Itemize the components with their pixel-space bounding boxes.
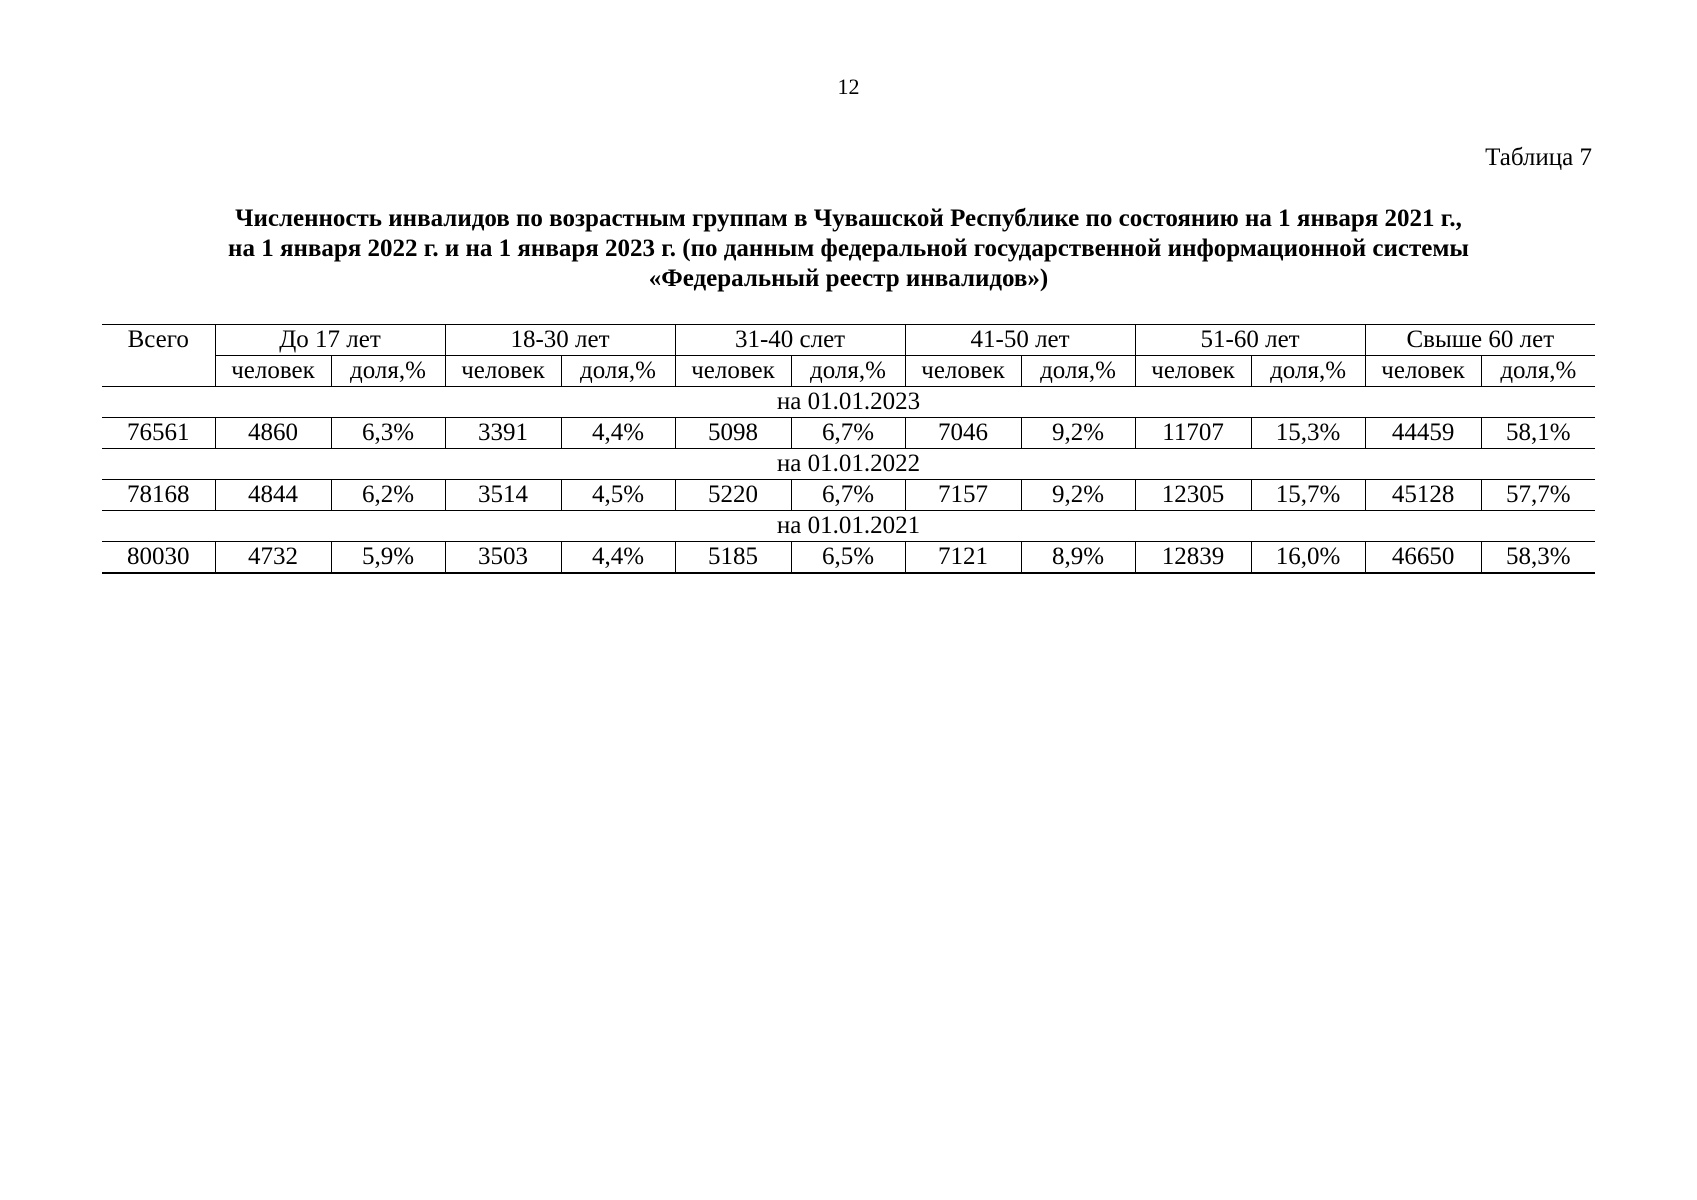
people-cell: 5185 <box>675 542 791 574</box>
people-cell: 7157 <box>905 480 1021 511</box>
period-label: на 01.01.2021 <box>102 511 1595 542</box>
header-age-group: 31-40 слет <box>675 325 905 356</box>
subheader-share: доля,% <box>791 356 905 387</box>
header-age-group: До 17 лет <box>215 325 445 356</box>
people-cell: 5220 <box>675 480 791 511</box>
subheader-share: доля,% <box>561 356 675 387</box>
share-cell: 4,5% <box>561 480 675 511</box>
people-cell: 46650 <box>1365 542 1481 574</box>
people-cell: 3391 <box>445 418 561 449</box>
share-cell: 58,3% <box>1481 542 1595 574</box>
table-title <box>0 204 1697 294</box>
share-cell: 57,7% <box>1481 480 1595 511</box>
share-cell: 9,2% <box>1021 418 1135 449</box>
people-cell: 3503 <box>445 542 561 574</box>
page-number: 12 <box>837 74 860 99</box>
table-row <box>102 480 1595 511</box>
header-age-group: 41-50 лет <box>905 325 1135 356</box>
share-cell: 4,4% <box>561 542 675 574</box>
period-row <box>102 387 1595 418</box>
people-cell: 45128 <box>1365 480 1481 511</box>
subheader-people: человек <box>1135 356 1251 387</box>
people-cell: 12839 <box>1135 542 1251 574</box>
share-cell: 58,1% <box>1481 418 1595 449</box>
subheader-people: человек <box>1365 356 1481 387</box>
header-row-groups <box>102 325 1595 356</box>
people-cell: 12305 <box>1135 480 1251 511</box>
header-age-group: 51-60 лет <box>1135 325 1365 356</box>
table-label: Таблица 7 <box>1485 144 1592 171</box>
subheader-people: человек <box>905 356 1021 387</box>
title-line-3: «Федеральный реестр инвалидов») <box>648 265 1049 292</box>
share-cell: 16,0% <box>1251 542 1365 574</box>
people-cell: 11707 <box>1135 418 1251 449</box>
total-cell: 76561 <box>102 418 215 449</box>
share-cell: 6,3% <box>331 418 445 449</box>
subheader-people: человек <box>445 356 561 387</box>
subheader-people: человек <box>215 356 331 387</box>
people-cell: 4732 <box>215 542 331 574</box>
share-cell: 9,2% <box>1021 480 1135 511</box>
share-cell: 4,4% <box>561 418 675 449</box>
disability-age-table <box>102 324 1595 574</box>
title-line-2: на 1 января 2022 г. и на 1 января 2023 г. (по данным федеральной государственной информационной системы <box>228 235 1469 262</box>
share-cell: 15,7% <box>1251 480 1365 511</box>
period-label: на 01.01.2023 <box>102 387 1595 418</box>
period-row <box>102 449 1595 480</box>
share-cell: 5,9% <box>331 542 445 574</box>
people-cell: 7121 <box>905 542 1021 574</box>
people-cell: 5098 <box>675 418 791 449</box>
title-line-1: Численность инвалидов по возрастным группам в Чувашской Республике по состоянию на 1 января 2021 г., <box>235 205 1462 232</box>
period-row <box>102 511 1595 542</box>
subheader-share: доля,% <box>1481 356 1595 387</box>
period-label: на 01.01.2022 <box>102 449 1595 480</box>
people-cell: 4844 <box>215 480 331 511</box>
header-total: Всего <box>102 325 215 356</box>
share-cell: 6,2% <box>331 480 445 511</box>
share-cell: 6,5% <box>791 542 905 574</box>
header-age-group: 18-30 лет <box>445 325 675 356</box>
share-cell: 15,3% <box>1251 418 1365 449</box>
subheader-share: доля,% <box>331 356 445 387</box>
header-age-group: Свыше 60 лет <box>1365 325 1595 356</box>
share-cell: 8,9% <box>1021 542 1135 574</box>
share-cell: 6,7% <box>791 418 905 449</box>
total-cell: 78168 <box>102 480 215 511</box>
people-cell: 7046 <box>905 418 1021 449</box>
total-cell: 80030 <box>102 542 215 574</box>
subheader-people: человек <box>675 356 791 387</box>
table-row <box>102 418 1595 449</box>
header-total-blank <box>102 356 215 387</box>
table-row <box>102 542 1595 574</box>
subheader-share: доля,% <box>1021 356 1135 387</box>
subheader-share: доля,% <box>1251 356 1365 387</box>
people-cell: 4860 <box>215 418 331 449</box>
header-row-subheaders <box>102 356 1595 387</box>
people-cell: 44459 <box>1365 418 1481 449</box>
people-cell: 3514 <box>445 480 561 511</box>
share-cell: 6,7% <box>791 480 905 511</box>
